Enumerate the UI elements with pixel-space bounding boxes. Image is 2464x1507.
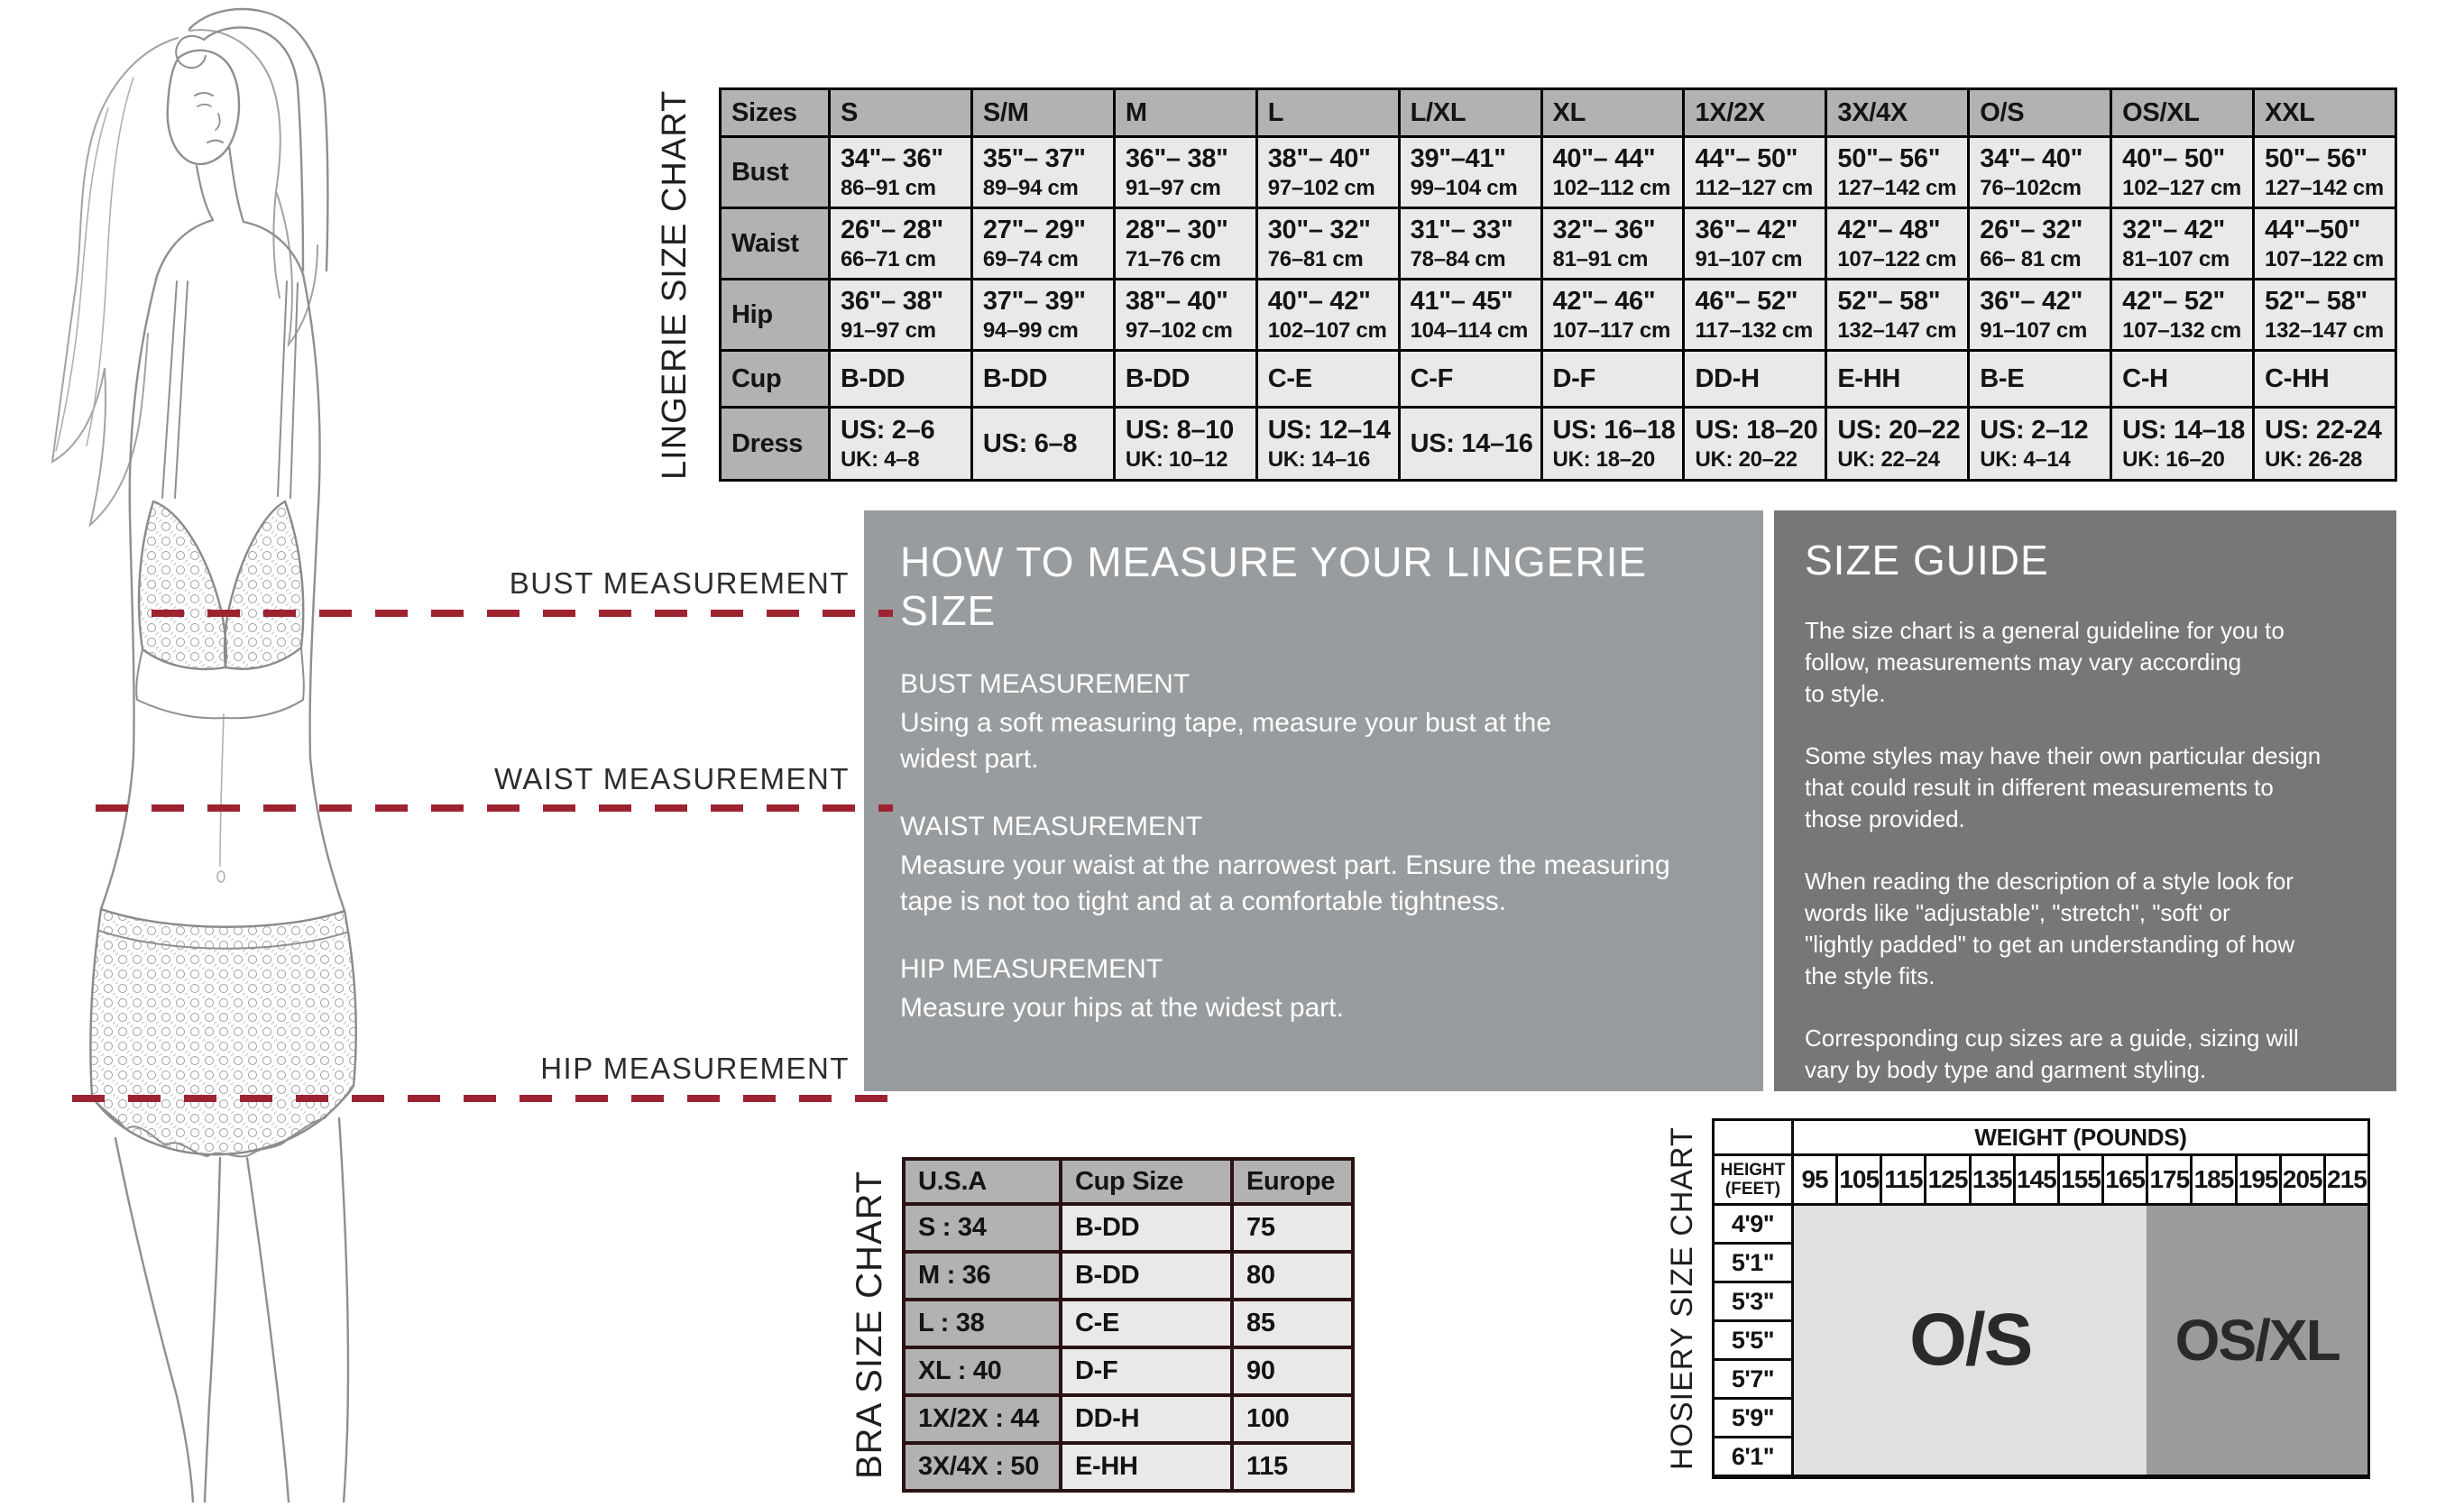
bra-size-table xyxy=(902,1157,1355,1493)
cell-line: 91–97 cm xyxy=(1125,176,1221,200)
column-header-1x-2x: 1X/2X xyxy=(1685,90,1825,135)
cell-line: 36"– 38" xyxy=(841,287,943,316)
height-value-cell: 4'9" xyxy=(1715,1206,1791,1242)
hosiery-chart-vertical-label: HOSIERY SIZE CHART xyxy=(1665,1126,1699,1471)
section-heading: BUST MEASUREMENT xyxy=(900,669,1191,699)
cell-line: UK: 26-28 xyxy=(2265,447,2363,472)
cell-line: 102–107 cm xyxy=(1267,318,1387,343)
measurement-cell xyxy=(1258,352,1398,406)
cell-line: 52"– 58" xyxy=(2265,287,2367,316)
bra-cell: 90 xyxy=(1234,1349,1351,1393)
weight-value-cell: 95 xyxy=(1794,1156,1835,1203)
cell-line: US: 16–18 xyxy=(1552,416,1676,445)
weight-value-cell: 215 xyxy=(2326,1156,2367,1203)
measurement-cell xyxy=(1970,138,2110,207)
measurement-cell xyxy=(1116,209,1255,278)
cell-line: 99–104 cm xyxy=(1410,176,1518,200)
measurement-cell xyxy=(973,409,1113,479)
lingerie-size-table xyxy=(719,87,2397,482)
bra-size-label: L : 38 xyxy=(906,1301,1059,1346)
bra-cell: 80 xyxy=(1234,1254,1351,1298)
bra-cell: B-DD xyxy=(1062,1206,1230,1250)
measurement-cell xyxy=(1827,138,1967,207)
measurement-cell xyxy=(1543,352,1683,406)
cell-line: 46"– 52" xyxy=(1695,287,1798,316)
cell-line: B-DD xyxy=(982,364,1048,393)
hosiery-size-table xyxy=(1712,1118,2370,1479)
measurement-cell xyxy=(831,209,970,278)
measurement-cell xyxy=(973,352,1113,406)
size-guide-title: SIZE GUIDE xyxy=(1805,537,2049,584)
cell-line: 112–127 cm xyxy=(1695,176,1813,200)
cell-line: 35"– 37" xyxy=(982,144,1086,173)
cell-line: 38"– 40" xyxy=(1125,287,1228,316)
cell-line: 40"– 42" xyxy=(1267,287,1371,316)
cell-line: C-F xyxy=(1410,364,1454,393)
cell-line: 26"– 32" xyxy=(1980,216,2083,244)
measurement-cell xyxy=(1401,209,1540,278)
measurement-cell xyxy=(973,209,1113,278)
measurement-cell xyxy=(1970,352,2110,406)
hip-measurement-dashed-line xyxy=(72,1095,893,1102)
cell-line: 40"– 44" xyxy=(1552,144,1656,173)
hosiery-corner-cell xyxy=(1715,1121,1791,1153)
cell-line: 41"– 45" xyxy=(1410,287,1513,316)
guide-line: those provided. xyxy=(1805,805,1965,832)
height-value-cell: 5'5" xyxy=(1715,1322,1791,1358)
cell-line: 102–127 cm xyxy=(2122,176,2241,200)
bra-size-label: 3X/4X : 50 xyxy=(906,1445,1059,1489)
cell-line: 32"– 36" xyxy=(1552,216,1656,244)
measurement-cell xyxy=(2112,138,2252,207)
bra-column-header: U.S.A xyxy=(906,1161,1059,1202)
bra-size-label: 1X/2X : 44 xyxy=(906,1397,1059,1441)
measurement-cell xyxy=(1258,409,1398,479)
cell-line: 30"– 32" xyxy=(1267,216,1371,244)
cell-line: 34"– 40" xyxy=(1980,144,2083,173)
cell-line: 91–97 cm xyxy=(841,318,936,343)
row-label-dress: Dress xyxy=(722,409,828,479)
cell-line: US: 2–12 xyxy=(1980,416,2089,445)
cell-line: UK: 4–14 xyxy=(1980,447,2071,472)
cell-line: US: 8–10 xyxy=(1125,416,1234,445)
cell-line: US: 12–14 xyxy=(1267,416,1391,445)
measurement-cell xyxy=(1827,280,1967,349)
measurement-cell xyxy=(1827,352,1967,406)
guide-line: vary by body type and garment styling. xyxy=(1805,1056,2207,1083)
bra-cell: 100 xyxy=(1234,1397,1351,1441)
measurement-cell xyxy=(973,280,1113,349)
how-to-measure-title: HOW TO MEASURE YOUR LINGERIE SIZE xyxy=(900,538,1648,634)
waist-measurement-label: WAIST MEASUREMENT xyxy=(493,762,850,795)
cell-line: US: 22-24 xyxy=(2265,416,2382,445)
measurement-cell xyxy=(1258,138,1398,207)
cell-line: C-H xyxy=(2122,364,2168,393)
cell-line: US: 6–8 xyxy=(982,429,1078,458)
cell-line: E-HH xyxy=(1837,364,1901,393)
guide-paragraph xyxy=(1805,740,2366,835)
cell-line: 104–114 cm xyxy=(1410,318,1529,343)
section-line: Measure your waist at the narrowest part. Ensure the measuring xyxy=(900,850,1670,880)
measurement-cell xyxy=(831,409,970,479)
measurement-cell xyxy=(1543,409,1683,479)
cell-line: 127–142 cm xyxy=(1837,176,1957,200)
section-line: widest part. xyxy=(900,744,1039,774)
measurement-cell xyxy=(1685,138,1825,207)
measurement-cell xyxy=(1970,280,2110,349)
cell-line: UK: 4–8 xyxy=(841,447,920,472)
cell-line: 132–147 cm xyxy=(1837,318,1957,343)
measurement-cell xyxy=(831,352,970,406)
guide-line: to style. xyxy=(1805,680,1886,707)
column-header-m: M xyxy=(1116,90,1255,135)
cell-line: 36"– 42" xyxy=(1980,287,2083,316)
weight-value-cell: 135 xyxy=(1972,1156,2013,1203)
bra-size-label: M : 36 xyxy=(906,1254,1059,1298)
cell-line: 127–142 cm xyxy=(2265,176,2384,200)
cell-line: 26"– 28" xyxy=(841,216,943,244)
cell-line: 97–102 cm xyxy=(1125,318,1233,343)
cell-line: 50"– 56" xyxy=(2265,144,2367,173)
measurement-cell xyxy=(973,138,1113,207)
section-line: tape is not too tight and at a comfortable tightness. xyxy=(900,887,1507,916)
cell-line: 107–132 cm xyxy=(2122,318,2241,343)
height-feet-header xyxy=(1715,1156,1791,1203)
measurement-cell xyxy=(1401,409,1540,479)
measurement-cell xyxy=(2112,409,2252,479)
measurement-cell xyxy=(1970,409,2110,479)
cell-line: 81–107 cm xyxy=(2122,247,2230,271)
cell-line: 94–99 cm xyxy=(982,318,1079,343)
waist-measurement-dashed-line xyxy=(96,804,893,812)
size-guide-paragraphs xyxy=(1805,615,2366,1086)
measurement-cell xyxy=(1970,209,2110,278)
how-to-sections xyxy=(900,669,1727,1026)
cell-line: UK: 20–22 xyxy=(1695,447,1797,472)
bra-cell: C-E xyxy=(1062,1301,1230,1346)
cell-line: 97–102 cm xyxy=(1267,176,1375,200)
cell-line: UK: 18–20 xyxy=(1552,447,1655,472)
bust-measurement-label: BUST MEASUREMENT xyxy=(509,566,850,600)
measurement-cell xyxy=(2112,209,2252,278)
measurement-cell xyxy=(1543,209,1683,278)
cell-line: 71–76 cm xyxy=(1125,247,1221,271)
cell-line: 76–102cm xyxy=(1980,176,2082,200)
cell-line: US: 14–16 xyxy=(1410,429,1533,458)
guide-line: Some styles may have their own particular design xyxy=(1805,742,2321,769)
bra-size-label: XL : 40 xyxy=(906,1349,1059,1393)
cell-line: 132–147 cm xyxy=(2265,318,2384,343)
cell-line: US: 18–20 xyxy=(1695,416,1818,445)
measurement-cell xyxy=(831,280,970,349)
cell-line: DD-H xyxy=(1695,364,1760,393)
column-header-os-xl: OS/XL xyxy=(2112,90,2252,135)
cell-line: 31"– 33" xyxy=(1410,216,1513,244)
measurement-cell xyxy=(1685,280,1825,349)
measurement-cell xyxy=(2112,352,2252,406)
region-label: O/S xyxy=(1909,1299,2032,1381)
measurement-cell xyxy=(2255,209,2395,278)
guide-paragraph xyxy=(1805,1023,2366,1086)
bra-cell: 75 xyxy=(1234,1206,1351,1250)
weight-value-cell: 185 xyxy=(2193,1156,2234,1203)
cell-line: 117–132 cm xyxy=(1695,318,1813,343)
cell-line: 89–94 cm xyxy=(982,176,1079,200)
cell-line: 76–81 cm xyxy=(1267,247,1364,271)
measure-section xyxy=(900,954,1727,1026)
measurement-cell xyxy=(1401,280,1540,349)
section-heading: WAIST MEASUREMENT xyxy=(900,812,1203,841)
column-header-o-s: O/S xyxy=(1970,90,2110,135)
cell-line: UK: 16–20 xyxy=(2122,447,2225,472)
cell-line: 44"– 50" xyxy=(1695,144,1798,173)
cell-line: US: 14–18 xyxy=(2122,416,2246,445)
cell-line: 66–71 cm xyxy=(841,247,936,271)
measurement-cell xyxy=(1116,138,1255,207)
cell-line: C-HH xyxy=(2265,364,2330,393)
height-value-cell: 5'3" xyxy=(1715,1283,1791,1319)
measurement-cell xyxy=(1543,280,1683,349)
row-label-waist: Waist xyxy=(722,209,828,278)
guide-line: words like "adjustable", "stretch", "soft' or xyxy=(1805,899,2230,926)
height-value-cell: 5'1" xyxy=(1715,1245,1791,1281)
guide-line: the style fits. xyxy=(1805,962,1935,989)
measurement-cell xyxy=(1685,352,1825,406)
guide-paragraph xyxy=(1805,615,2366,710)
bra-cell: 85 xyxy=(1234,1301,1351,1346)
bra-cell: DD-H xyxy=(1062,1397,1230,1441)
bra-cell: B-DD xyxy=(1062,1254,1230,1298)
cell-line: 107–122 cm xyxy=(1837,247,1957,271)
height-header-line: HEIGHT xyxy=(1720,1161,1786,1180)
cell-line: 91–107 cm xyxy=(1695,247,1803,271)
measurement-cell xyxy=(2255,409,2395,479)
cell-line: 66– 81 cm xyxy=(1980,247,2082,271)
cell-line: 40"– 50" xyxy=(2122,144,2225,173)
column-header-xxl: XXL xyxy=(2255,90,2395,135)
cell-line: 37"– 39" xyxy=(982,287,1086,316)
bra-cell: D-F xyxy=(1062,1349,1230,1393)
weight-value-cell: 155 xyxy=(2060,1156,2101,1203)
cell-line: 78–84 cm xyxy=(1410,247,1506,271)
height-value-cell: 5'7" xyxy=(1715,1361,1791,1397)
measurement-cell xyxy=(1401,138,1540,207)
measurement-cell xyxy=(831,138,970,207)
cell-line: UK: 14–16 xyxy=(1267,447,1371,472)
weight-value-cell: 145 xyxy=(2016,1156,2057,1203)
cell-line: US: 2–6 xyxy=(841,416,935,445)
cell-line: UK: 22–24 xyxy=(1837,447,1940,472)
weight-value-cell: 115 xyxy=(1882,1156,1924,1203)
column-header-l-xl: L/XL xyxy=(1401,90,1540,135)
weight-value-cell: 175 xyxy=(2148,1156,2190,1203)
guide-line: that could result in different measurements to xyxy=(1805,774,2274,801)
cell-line: 86–91 cm xyxy=(841,176,936,200)
guide-line: "lightly padded" to get an understanding of how xyxy=(1805,931,2295,958)
cell-line: 36"– 38" xyxy=(1125,144,1228,173)
cell-line: B-E xyxy=(1980,364,2025,393)
cell-line: 34"– 36" xyxy=(841,144,943,173)
height-value-cell: 6'1" xyxy=(1715,1438,1791,1475)
cell-line: B-DD xyxy=(1125,364,1191,393)
hosiery-region-o-s xyxy=(1794,1206,2147,1475)
guide-line: When reading the description of a style look for xyxy=(1805,868,2294,895)
row-label-bust: Bust xyxy=(722,138,828,207)
guide-paragraph xyxy=(1805,866,2366,992)
lingerie-chart-vertical-label: LINGERIE SIZE CHART xyxy=(656,89,694,480)
hosiery-size-regions xyxy=(1794,1206,2367,1475)
weight-value-cell: 105 xyxy=(1838,1156,1880,1203)
measurement-cell xyxy=(1116,409,1255,479)
measure-section xyxy=(900,812,1727,920)
column-header-3x-4x: 3X/4X xyxy=(1827,90,1967,135)
column-header-s-m: S/M xyxy=(973,90,1113,135)
measurement-cell xyxy=(1116,352,1255,406)
measurement-cell xyxy=(1543,138,1683,207)
measure-section xyxy=(900,669,1727,777)
measurement-cell xyxy=(1258,280,1398,349)
bra-cell: 115 xyxy=(1234,1445,1351,1489)
hosiery-region-os-xl xyxy=(2147,1206,2367,1475)
measurement-cell xyxy=(2255,138,2395,207)
height-value-cell: 5'9" xyxy=(1715,1400,1791,1436)
measurement-cell xyxy=(1258,209,1398,278)
weight-value-cell: 195 xyxy=(2238,1156,2279,1203)
bra-chart-vertical-label: BRA SIZE CHART xyxy=(850,1170,889,1480)
measurement-cell xyxy=(2112,280,2252,349)
size-guide-box xyxy=(1774,510,2396,1091)
cell-line: US: 20–22 xyxy=(1837,416,1961,445)
measurement-cell xyxy=(1401,352,1540,406)
cell-line: 42"– 48" xyxy=(1837,216,1941,244)
cell-line: 107–117 cm xyxy=(1552,318,1670,343)
how-to-measure-box xyxy=(864,510,1763,1091)
row-label-cup: Cup xyxy=(722,352,828,406)
cell-line: 44"–50" xyxy=(2265,216,2361,244)
weight-value-cell: 125 xyxy=(1926,1156,1968,1203)
cell-line: UK: 10–12 xyxy=(1125,447,1228,472)
measurement-cell xyxy=(2255,352,2395,406)
weight-value-cell: 205 xyxy=(2282,1156,2323,1203)
guide-line: follow, measurements may vary according xyxy=(1805,648,2242,675)
guide-line: Corresponding cup sizes are a guide, sizing will xyxy=(1805,1025,2299,1052)
section-line: Using a soft measuring tape, measure your bust at the xyxy=(900,708,1552,738)
column-header-xl: XL xyxy=(1543,90,1683,135)
cell-line: 107–122 cm xyxy=(2265,247,2384,271)
column-header-l: L xyxy=(1258,90,1398,135)
cell-line: 50"– 56" xyxy=(1837,144,1941,173)
measurement-cell xyxy=(1685,209,1825,278)
cell-line: 42"– 52" xyxy=(2122,287,2225,316)
column-header-s: S xyxy=(831,90,970,135)
cell-line: 32"– 42" xyxy=(2122,216,2225,244)
cell-line: 27"– 29" xyxy=(982,216,1086,244)
bra-size-label: S : 34 xyxy=(906,1206,1059,1250)
weight-pounds-header: WEIGHT (POUNDS) xyxy=(1794,1121,2367,1153)
guide-line: The size chart is a general guideline for you to xyxy=(1805,617,2285,644)
cell-line: 102–112 cm xyxy=(1552,176,1670,200)
measurement-cell xyxy=(1827,409,1967,479)
bra-column-header: Europe xyxy=(1234,1161,1351,1202)
bra-column-header: Cup Size xyxy=(1062,1161,1230,1202)
cell-line: D-F xyxy=(1552,364,1595,393)
measurement-cell xyxy=(1685,409,1825,479)
bust-measurement-dashed-line xyxy=(152,610,893,617)
model-illustration xyxy=(0,0,523,1502)
section-heading: HIP MEASUREMENT xyxy=(900,954,1163,984)
cell-line: 91–107 cm xyxy=(1980,318,2088,343)
cell-line: 36"– 42" xyxy=(1695,216,1798,244)
corner-label: Sizes xyxy=(722,90,828,135)
cell-line: 42"– 46" xyxy=(1552,287,1656,316)
measurement-cell xyxy=(1116,280,1255,349)
hip-measurement-label: HIP MEASUREMENT xyxy=(540,1052,850,1085)
cell-line: 38"– 40" xyxy=(1267,144,1371,173)
bra-cell: E-HH xyxy=(1062,1445,1230,1489)
model-sketch xyxy=(0,0,523,1502)
cell-line: 52"– 58" xyxy=(1837,287,1941,316)
cell-line: C-E xyxy=(1267,364,1312,393)
section-line: Measure your hips at the widest part. xyxy=(900,993,1344,1023)
cell-line: 69–74 cm xyxy=(982,247,1079,271)
cell-line: 28"– 30" xyxy=(1125,216,1228,244)
measurement-cell xyxy=(2255,280,2395,349)
cell-line: 81–91 cm xyxy=(1552,247,1649,271)
region-label: OS/XL xyxy=(2174,1308,2340,1373)
height-header-line: (FEET) xyxy=(1724,1180,1781,1199)
weight-value-cell: 165 xyxy=(2104,1156,2146,1203)
measurement-cell xyxy=(1827,209,1967,278)
cell-line: B-DD xyxy=(841,364,906,393)
cell-line: 39"–41" xyxy=(1410,144,1506,173)
row-label-hip: Hip xyxy=(722,280,828,349)
